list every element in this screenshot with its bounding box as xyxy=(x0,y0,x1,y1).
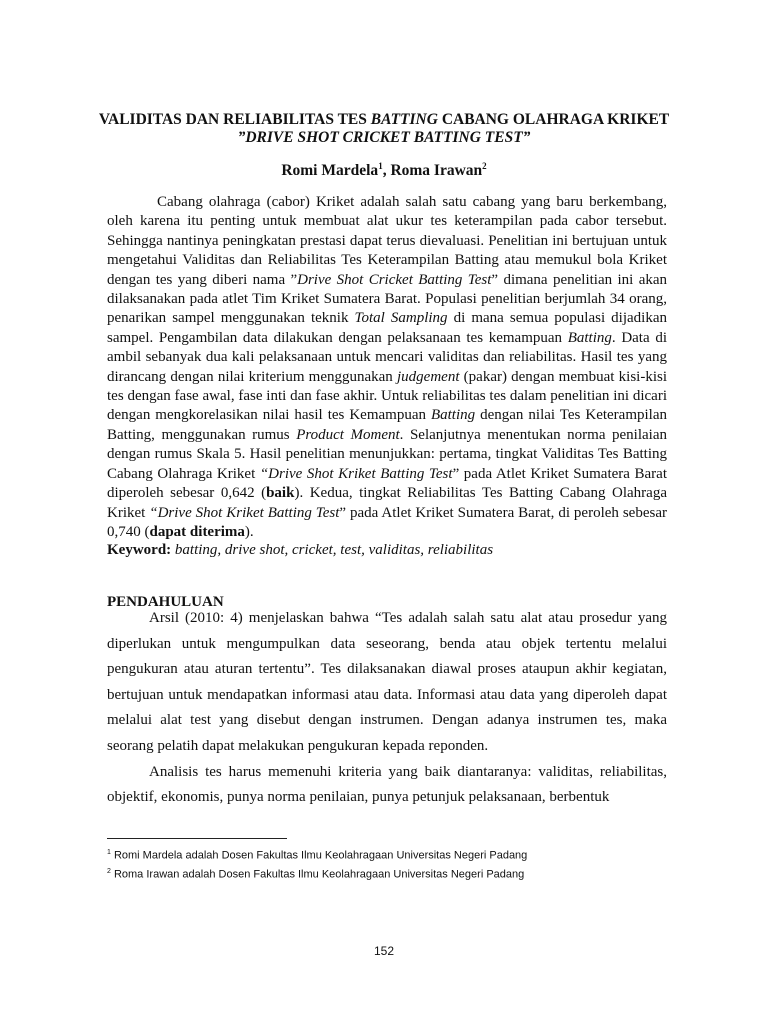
footnote-mark: 1 xyxy=(378,161,383,171)
footnote-divider xyxy=(107,838,287,839)
page-number: 152 xyxy=(373,944,395,958)
paper-title-line-2 xyxy=(60,128,708,147)
footnote-item: $^1$ Romi Mardela adalah Dosen Fakultas Ilmu Keolahragaan Universitas Negeri Padang xyxy=(107,849,528,862)
footnote-item: $^2$ Roma Irawan adalah Dosen Fakultas Ilmu Keolahragaan Universitas Negeri Padang xyxy=(107,867,525,881)
body-paragraph: Analisis tes harus memenuhi kriteria yang baik diantaranya: validitas, reliabilitas, objektif, ekonomis, punya norma penilaian, punya petunjuk pelaksanaan, berbentuk xyxy=(107,763,667,806)
keyword-terms: batting, drive shot, cricket, test, validitas, reliabilitas xyxy=(171,542,494,558)
title-text: VALIDITAS DAN RELIABILITAS TES xyxy=(98,111,371,128)
section-heading: PENDAHULUAN xyxy=(107,594,224,610)
title-text: CABANG OLAHRAGA KRIKET xyxy=(437,111,670,128)
title-subtitle: ”DRIVE SHOT CRICKET BATTING TEST” xyxy=(237,129,531,146)
abstract-paragraph: Cabang olahraga (cabor) Kriket adalah salah satu cabang yang baru berkembang, oleh karena itu penting untuk membuat alat ukur tes keterampilan pada cabor tersebut. Sehingga nantinya peningkatan prestasi dapat terus dievaluasi. Penelitian ini bertujuan untuk mengetahui Validitas dan Reliabilitas Tes Keterampilan Batting atau memukul bola Kriket dengan tes yang diberi nama ”Drive Shot Cricket Batting Test” dimana penelitian ini akan dilaksanakan pada atlet Tim Kriket Sumatera Barat. Populasi penelitian berjumlah 34 orang, penarikan sampel menggunakan teknik Total Sampling di mana semua populasi dijadikan sampel. Pengambilan data dilakukan dengan pelaksanaan tes kemampuan Batting. Data di ambil sebanyak dua kali pelaksanaan untuk mencari validitas dan reliabilitas. Hasil tes yang dirancang dengan nilai kriterium menggunakan judgement (pakar) dengan membuat kisi-kisi tes dengan fase awal, fase inti dan fase akhir. Untuk reliabilitas tes dalam penelitian ini dicari dengan mengkorelasikan nilai hasil tes Kemampuan Batting dengan nilai Tes Keterampilan Batting, menggunakan rumus Product Moment. Selanjutnya menentukan norma penilaian dengan rumus Skala 5. Hasil penelitian menunjukkan: pertama, tingkat Validitas Tes Batting Cabang Olahraga Kriket “Drive Shot Kriket Batting Test” pada Atlet Kriket Sumatera Barat diperoleh sebesar 0,642 (baik). Kedua, tingkat Reliabilitas Tes Batting Cabang Olahraga Kriket “Drive Shot Kriket Batting Test” pada Atlet Kriket Sumatera Barat, di peroleh sebesar 0,740 (dapat diterima). xyxy=(107,194,668,540)
keyword-label: Keyword: xyxy=(107,542,172,558)
footnote-mark: 2 xyxy=(482,161,487,171)
body-text xyxy=(107,606,667,811)
author-separator: , xyxy=(382,162,391,180)
paper-title-line-1 xyxy=(60,110,708,129)
keyword-line xyxy=(107,542,493,559)
author-name: Roma Irawan xyxy=(390,162,483,180)
author-line xyxy=(60,161,708,180)
body-paragraph: Arsil (2010: 4) menjelaskan bahwa “Tes adalah salah satu alat atau prosedur yang diperlukan untuk mengumpulkan data seseorang, benda atau objek tertentu melalui pengukuran atau aturan tertentu”. Tes dilaksanakan diawal proses ataupun akhir kegiatan, bertujuan untuk mendapatkan informasi atau data. Informasi atau data yang diperoleh dapat melalui alat test yang disebut dengan instrumen. Dengan adanya instrumen tes, maka seorang pelatih dapat melakukan pengukuran kepada reponden. xyxy=(107,610,667,754)
footnotes xyxy=(107,845,527,882)
title-italic-term: BATTING xyxy=(370,111,438,128)
author-name: Romi Mardela xyxy=(281,162,379,180)
